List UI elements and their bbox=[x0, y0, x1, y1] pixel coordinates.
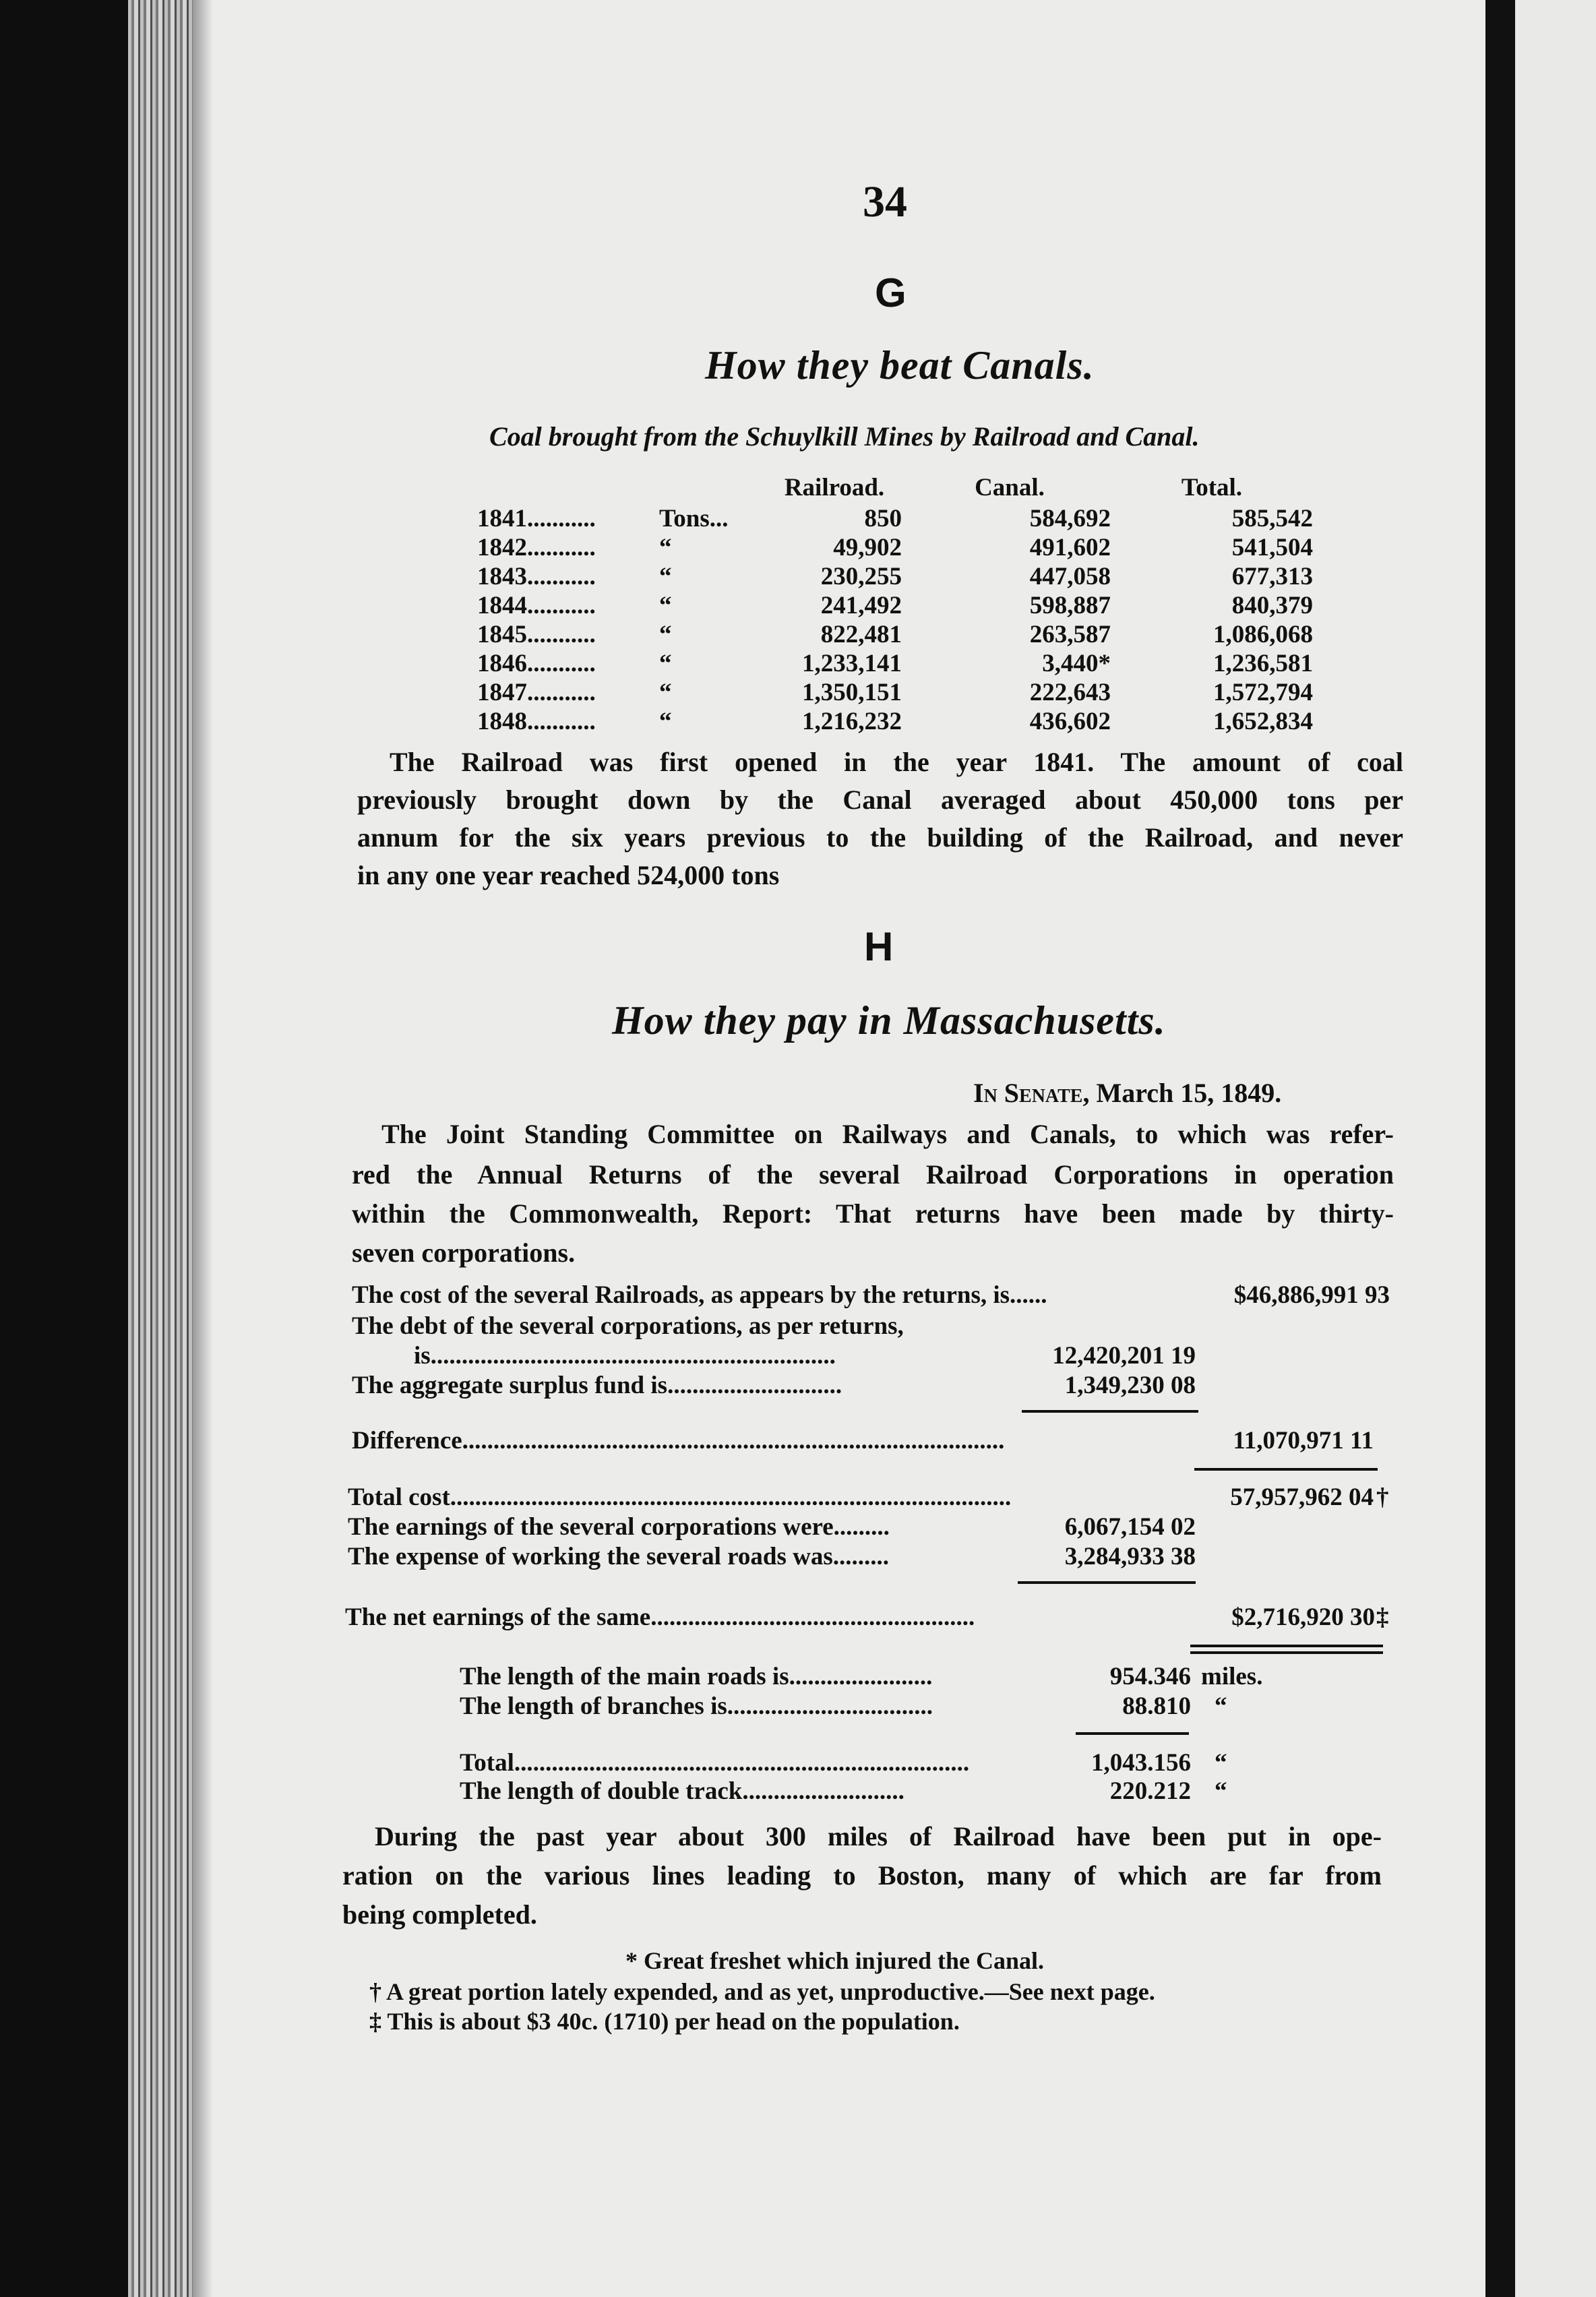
ledger-total-cost-label: Total cost.......................................................................................... bbox=[348, 1483, 1012, 1511]
ledger-earnings-row bbox=[348, 1511, 1196, 1543]
coal-cell-year: 1844........... bbox=[477, 592, 596, 619]
ledger-debt-label-2: is................................................................. bbox=[414, 1342, 836, 1370]
coal-cell-total: 1,086,068 bbox=[1213, 621, 1313, 648]
coal-table-row bbox=[477, 562, 1313, 591]
footnote-dagger: † A great portion lately expended, and as yet, unproductive.—See next page. bbox=[369, 1978, 1155, 2005]
ledger-earnings-value: 6,067,154 02 bbox=[1064, 1513, 1196, 1541]
ledger-rule-1 bbox=[1022, 1410, 1198, 1413]
coal-cell-canal: 222,643 bbox=[1029, 679, 1111, 706]
coal-cell-canal: 491,602 bbox=[1029, 534, 1111, 561]
length-branches-ditto: “ bbox=[1215, 1692, 1227, 1720]
double-dagger-mark: ‡ bbox=[1376, 1603, 1389, 1631]
coal-cell-railroad: 230,255 bbox=[820, 563, 902, 590]
length-double-label: The length of double track.......................... bbox=[460, 1777, 904, 1805]
section-h-heading: How they pay in Massachusetts. bbox=[612, 998, 1166, 1043]
section-h-line-1: The Joint Standing Committee on Railways and Canals, to which was refer- bbox=[381, 1119, 1394, 1149]
coal-cell-unit: Tons... bbox=[659, 505, 729, 532]
ledger-debt-row-2 bbox=[414, 1340, 1196, 1372]
coal-cell-total: 1,652,834 bbox=[1213, 708, 1313, 735]
coal-table bbox=[477, 470, 1313, 736]
ledger-rule-4 bbox=[1190, 1645, 1383, 1647]
ledger-total-cost-row bbox=[348, 1481, 1389, 1514]
coal-cell-railroad: 49,902 bbox=[833, 534, 902, 561]
coal-cell-total: 677,313 bbox=[1231, 563, 1313, 590]
coal-table-row bbox=[477, 707, 1313, 736]
ledger-surplus-row bbox=[352, 1370, 1196, 1402]
closing-line-3: being completed. bbox=[342, 1899, 537, 1930]
length-main-value: 954.346 bbox=[1109, 1663, 1191, 1690]
section-g-heading: How they beat Canals. bbox=[705, 343, 1095, 388]
dagger-mark: † bbox=[1376, 1483, 1389, 1511]
col-railroad: Railroad. bbox=[784, 473, 885, 501]
coal-cell-unit: “ bbox=[659, 563, 672, 590]
ledger-net-label: The net earnings of the same.................................................... bbox=[345, 1603, 975, 1631]
length-main-label: The length of the main roads is....................... bbox=[460, 1663, 933, 1690]
coal-cell-total: 840,379 bbox=[1231, 592, 1313, 619]
ledger-expense-value: 3,284,933 38 bbox=[1064, 1543, 1196, 1570]
closing-line-2: ration on the various lines leading to Boston, many of which are far from bbox=[342, 1860, 1382, 1891]
coal-cell-canal: 436,602 bbox=[1029, 708, 1111, 735]
section-g-line-1: The Railroad was first opened in the year 1841. The amount of coal bbox=[390, 747, 1403, 777]
ledger-difference-value: 11,070,971 11 bbox=[1233, 1427, 1374, 1454]
ledger-difference-row bbox=[352, 1425, 1374, 1457]
coal-cell-railroad: 822,481 bbox=[820, 621, 902, 648]
length-branches-value: 88.810 bbox=[1122, 1692, 1191, 1720]
length-branches-label: The length of branches is................................. bbox=[460, 1692, 933, 1720]
coal-cell-year: 1842........... bbox=[477, 534, 596, 561]
coal-cell-year: 1843........... bbox=[477, 563, 596, 590]
length-total-row bbox=[460, 1747, 1268, 1779]
coal-cell-unit: “ bbox=[659, 679, 672, 706]
section-g-line-2: previously brought down by the Canal averaged about 450,000 tons per bbox=[357, 785, 1403, 815]
ledger-expense-row bbox=[348, 1541, 1196, 1573]
length-double-row bbox=[460, 1775, 1268, 1808]
coal-cell-unit: “ bbox=[659, 650, 672, 677]
book-binding-edge bbox=[128, 0, 193, 2297]
coal-table-subtitle: Coal brought from the Schuylkill Mines by Railroad and Canal. bbox=[489, 421, 1200, 452]
coal-cell-year: 1845........... bbox=[477, 621, 596, 648]
ledger-surplus-label: The aggregate surplus fund is............................ bbox=[352, 1372, 842, 1399]
section-g-line-3: annum for the six years previous to the building of the Railroad, and never bbox=[357, 822, 1403, 853]
length-branches-row bbox=[460, 1690, 1268, 1723]
ledger-net-row bbox=[345, 1601, 1389, 1634]
senate-dateline bbox=[973, 1077, 1281, 1109]
coal-cell-railroad: 241,492 bbox=[820, 592, 902, 619]
coal-cell-year: 1846........... bbox=[477, 650, 596, 677]
coal-cell-unit: “ bbox=[659, 534, 672, 561]
coal-cell-canal: 447,058 bbox=[1029, 563, 1111, 590]
ledger-cost-label: The cost of the several Railroads, as appears by the returns, is...... bbox=[352, 1281, 1047, 1309]
length-rule bbox=[1076, 1732, 1189, 1735]
coal-cell-total: 1,572,794 bbox=[1213, 679, 1313, 706]
ledger-difference-label: Difference....................................................................................... bbox=[352, 1427, 1005, 1454]
coal-cell-year: 1848........... bbox=[477, 708, 596, 735]
length-main-row bbox=[460, 1661, 1268, 1693]
col-total: Total. bbox=[1181, 473, 1243, 501]
coal-cell-unit: “ bbox=[659, 708, 672, 735]
coal-cell-total: 1,236,581 bbox=[1213, 650, 1313, 677]
coal-table-row bbox=[477, 591, 1313, 620]
coal-cell-year: 1841........... bbox=[477, 505, 596, 532]
coal-cell-canal: 598,887 bbox=[1029, 592, 1111, 619]
ledger-cost-value: $46,886,991 93 bbox=[1233, 1281, 1390, 1309]
col-canal: Canal. bbox=[975, 473, 1045, 501]
ledger-debt-label-1: The debt of the several corporations, as per returns, bbox=[352, 1312, 904, 1340]
ledger-surplus-value: 1,349,230 08 bbox=[1064, 1372, 1196, 1399]
coal-cell-railroad: 1,350,151 bbox=[802, 679, 902, 706]
coal-cell-total: 585,542 bbox=[1231, 505, 1313, 532]
coal-cell-year: 1847........... bbox=[477, 679, 596, 706]
coal-cell-unit: “ bbox=[659, 621, 672, 648]
ledger-debt-value: 12,420,201 19 bbox=[1052, 1342, 1196, 1370]
page-gap bbox=[1485, 0, 1515, 2297]
coal-cell-railroad: 1,216,232 bbox=[802, 708, 902, 735]
ledger-rule-5 bbox=[1190, 1651, 1383, 1654]
coal-table-row bbox=[477, 533, 1313, 562]
section-g-line-4: in any one year reached 524,000 tons bbox=[357, 860, 780, 890]
coal-cell-canal: 263,587 bbox=[1029, 621, 1111, 648]
coal-table-row bbox=[477, 504, 1313, 533]
ledger-earnings-label: The earnings of the several corporations were......... bbox=[348, 1513, 890, 1541]
coal-cell-total: 541,504 bbox=[1231, 534, 1313, 561]
coal-cell-canal: 584,692 bbox=[1029, 505, 1111, 532]
length-total-value: 1,043.156 bbox=[1091, 1749, 1191, 1777]
coal-cell-unit: “ bbox=[659, 592, 672, 619]
length-main-unit: miles. bbox=[1201, 1663, 1263, 1690]
ledger-total-cost-value: 57,957,962 04 bbox=[1230, 1483, 1374, 1511]
section-h-line-4: seven corporations. bbox=[352, 1237, 576, 1268]
ledger-expense-label: The expense of working the several roads was......... bbox=[348, 1543, 890, 1570]
senate-date: , March 15, 1849. bbox=[1082, 1078, 1282, 1108]
length-total-ditto: “ bbox=[1215, 1749, 1227, 1777]
ledger-debt-row-1 bbox=[352, 1310, 1390, 1343]
section-h-line-2: red the Annual Returns of the several Railroad Corporations in operation bbox=[352, 1159, 1394, 1190]
coal-table-row bbox=[477, 649, 1313, 678]
coal-cell-railroad: 850 bbox=[864, 505, 902, 532]
footnote-star: * Great freshet which injured the Canal. bbox=[625, 1947, 1044, 1974]
coal-table-header bbox=[477, 470, 1313, 504]
senate-prefix: In Senate bbox=[973, 1078, 1083, 1108]
closing-line-1: During the past year about 300 miles of Railroad have been put in ope- bbox=[375, 1821, 1382, 1851]
length-double-value: 220.212 bbox=[1109, 1777, 1191, 1805]
coal-table-row bbox=[477, 678, 1313, 707]
ledger-net-value: $2,716,920 30 bbox=[1231, 1603, 1375, 1631]
ledger-rule-3 bbox=[1018, 1581, 1196, 1584]
footnote-double-dagger: ‡ This is about $3 40c. (1710) per head on the population. bbox=[369, 2008, 960, 2035]
section-h-line-3: within the Commonwealth, Report: That returns have been made by thirty- bbox=[352, 1198, 1394, 1229]
coal-cell-railroad: 1,233,141 bbox=[802, 650, 902, 677]
ledger-rule-2 bbox=[1194, 1468, 1378, 1471]
facing-page-edge bbox=[1515, 0, 1596, 2297]
length-total-label: Total......................................................................... bbox=[460, 1749, 970, 1777]
section-letter-g: G bbox=[875, 270, 907, 315]
page-number: 34 bbox=[863, 177, 907, 226]
coal-table-row bbox=[477, 620, 1313, 649]
length-double-ditto: “ bbox=[1215, 1777, 1227, 1805]
ledger-cost-row bbox=[352, 1279, 1390, 1312]
section-letter-h: H bbox=[864, 924, 894, 969]
coal-cell-canal: 3,440* bbox=[1042, 650, 1111, 677]
